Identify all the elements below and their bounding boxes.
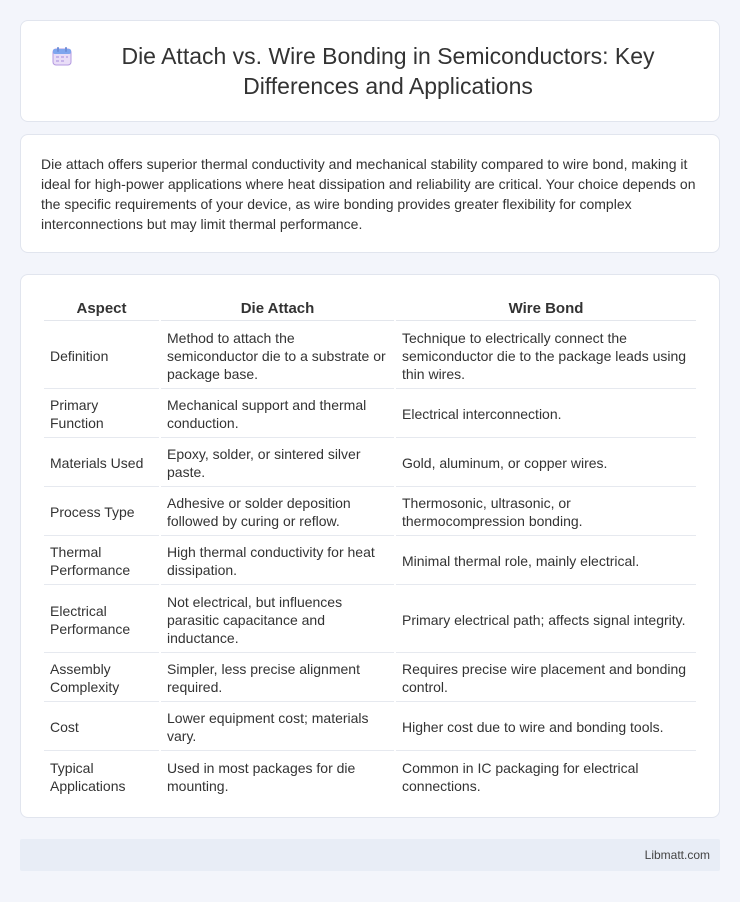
footer-site-link[interactable]: Libmatt.com <box>644 848 710 862</box>
title-wrap <box>51 41 689 101</box>
cell-wire-bond: Primary electrical path; affects signal integrity. <box>396 587 696 653</box>
cell-wire-bond: Higher cost due to wire and bonding tools. <box>396 704 696 751</box>
table-row <box>44 753 696 800</box>
comparison-table-card <box>20 274 720 818</box>
cell-die-attach: Method to attach the semiconductor die to a substrate or package base. <box>161 323 394 389</box>
header-die-attach: Die Attach <box>161 297 394 321</box>
header-wire-bond: Wire Bond <box>396 297 696 321</box>
table-row <box>44 655 696 702</box>
cell-aspect: Thermal Performance <box>44 538 159 585</box>
cell-die-attach: Mechanical support and thermal conduction. <box>161 391 394 438</box>
cell-wire-bond: Minimal thermal role, mainly electrical. <box>396 538 696 585</box>
cell-wire-bond: Requires precise wire placement and bonding control. <box>396 655 696 702</box>
intro-text: Die attach offers superior thermal conductivity and mechanical stability compared to wire bond, making it ideal for high-power applications where heat dissipation and reliability are critical. Your choice depends on the specific requirements of your device, as wire bonding provides greater flexibility for complex interconnections but may limit thermal performance. <box>41 156 696 232</box>
cell-aspect: Assembly Complexity <box>44 655 159 702</box>
calendar-icon <box>51 45 73 67</box>
cell-aspect: Electrical Performance <box>44 587 159 653</box>
cell-wire-bond: Technique to electrically connect the semiconductor die to the package leads using thin wires. <box>396 323 696 389</box>
table-row <box>44 440 696 487</box>
cell-die-attach: High thermal conductivity for heat dissipation. <box>161 538 394 585</box>
cell-wire-bond: Common in IC packaging for electrical connections. <box>402 759 639 794</box>
footer <box>20 839 720 871</box>
cell-wire-bond: Gold, aluminum, or copper wires. <box>396 440 696 487</box>
cell-aspect: Primary Function <box>44 391 159 438</box>
intro-card <box>20 134 720 253</box>
header-card <box>20 20 720 122</box>
cell-aspect: Materials Used <box>44 440 159 487</box>
table-row <box>44 391 696 438</box>
header-aspect: Aspect <box>44 297 159 321</box>
cell-wire-bond: Thermosonic, ultrasonic, or thermocompression bonding. <box>396 489 696 536</box>
table-header-row <box>44 297 696 321</box>
cell-aspect: Cost <box>44 704 159 751</box>
cell-die-attach: Used in most packages for die mounting. <box>167 759 356 794</box>
table-row <box>44 587 696 653</box>
cell-die-attach: Epoxy, solder, or sintered silver paste. <box>161 440 394 487</box>
table-row <box>44 489 696 536</box>
cell-die-attach: Simpler, less precise alignment required. <box>161 655 394 702</box>
table-row <box>44 538 696 585</box>
cell-wire-bond: Electrical interconnection. <box>396 391 696 438</box>
cell-die-attach: Not electrical, but influences parasitic capacitance and inductance. <box>161 587 394 653</box>
table-row <box>44 323 696 389</box>
cell-die-attach: Adhesive or solder deposition followed by curing or reflow. <box>161 489 394 536</box>
comparison-table <box>42 295 698 802</box>
cell-aspect: Process Type <box>44 489 159 536</box>
cell-aspect: Typical Applications <box>50 759 126 794</box>
table-row <box>44 704 696 751</box>
page-title: Die Attach vs. Wire Bonding in Semiconductors: Key Differences and Applications <box>121 43 655 99</box>
cell-aspect: Definition <box>44 323 159 389</box>
cell-die-attach: Lower equipment cost; materials vary. <box>161 704 394 751</box>
